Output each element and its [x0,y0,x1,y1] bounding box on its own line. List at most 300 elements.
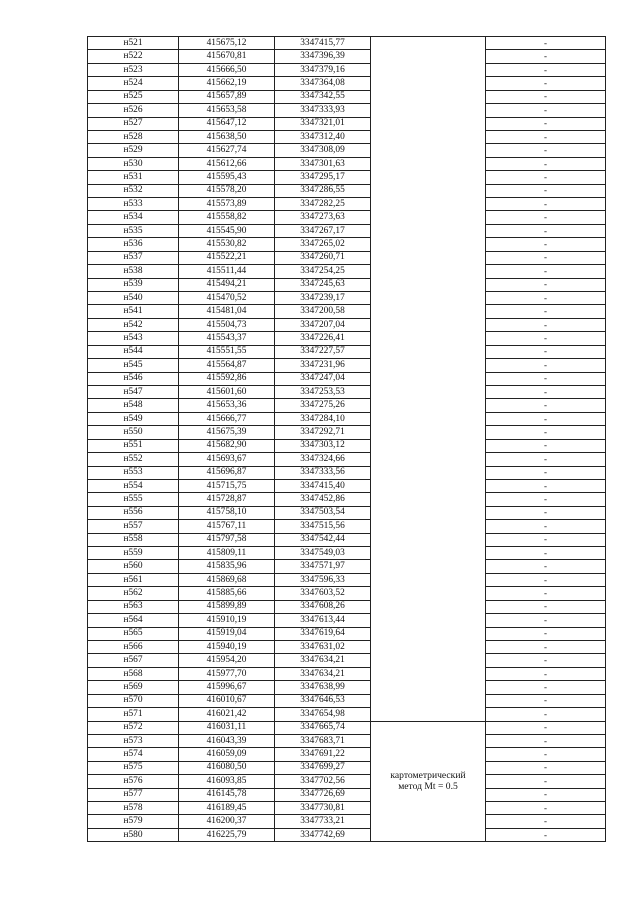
point-id-cell: н580 [88,828,179,841]
point-id-cell: н531 [88,171,179,184]
note-cell: - [486,184,606,197]
y-coordinate-cell: 3347231,96 [275,359,371,372]
note-cell: - [486,265,606,278]
y-coordinate-cell: 3347702,56 [275,775,371,788]
note-cell: - [486,439,606,452]
y-coordinate-cell: 3347596,33 [275,573,371,586]
note-cell: - [486,453,606,466]
point-id-cell: н522 [88,50,179,63]
table-row [88,171,606,184]
method-cell [371,37,486,722]
point-id-cell: н567 [88,654,179,667]
y-coordinate-cell: 3347333,93 [275,104,371,117]
x-coordinate-cell: 415835,96 [179,560,275,573]
x-coordinate-cell: 415653,36 [179,399,275,412]
x-coordinate-cell: 415558,82 [179,211,275,224]
y-coordinate-cell: 3347683,71 [275,734,371,747]
y-coordinate-cell: 3347542,44 [275,533,371,546]
y-coordinate-cell: 3347312,40 [275,130,371,143]
y-coordinate-cell: 3347265,02 [275,238,371,251]
note-cell: - [486,37,606,50]
note-cell: - [486,560,606,573]
note-cell: - [486,600,606,613]
note-cell: - [486,520,606,533]
point-id-cell: н536 [88,238,179,251]
note-cell: - [486,90,606,103]
y-coordinate-cell: 3347503,54 [275,506,371,519]
point-id-cell: н579 [88,815,179,828]
x-coordinate-cell: 415666,50 [179,63,275,76]
point-id-cell: н561 [88,573,179,586]
point-id-cell: н564 [88,614,179,627]
coordinates-table-body [88,37,606,842]
y-coordinate-cell: 3347613,44 [275,614,371,627]
y-coordinate-cell: 3347646,53 [275,694,371,707]
x-coordinate-cell: 415551,55 [179,345,275,358]
x-coordinate-cell: 415809,11 [179,547,275,560]
table-row [88,453,606,466]
note-cell: - [486,332,606,345]
point-id-cell: н538 [88,265,179,278]
x-coordinate-cell: 415647,12 [179,117,275,130]
note-cell: - [486,278,606,291]
y-coordinate-cell: 3347571,97 [275,560,371,573]
table-row [88,493,606,506]
point-id-cell: н542 [88,318,179,331]
note-cell: - [486,681,606,694]
y-coordinate-cell: 3347239,17 [275,292,371,305]
table-row [88,184,606,197]
table-row [88,77,606,90]
table-row [88,681,606,694]
y-coordinate-cell: 3347603,52 [275,587,371,600]
point-id-cell: н574 [88,748,179,761]
note-cell: - [486,238,606,251]
y-coordinate-cell: 3347515,56 [275,520,371,533]
table-row [88,63,606,76]
y-coordinate-cell: 3347634,21 [275,654,371,667]
table-row [88,198,606,211]
y-coordinate-cell: 3347415,40 [275,479,371,492]
y-coordinate-cell: 3347282,25 [275,198,371,211]
table-row [88,130,606,143]
x-coordinate-cell: 416080,50 [179,761,275,774]
y-coordinate-cell: 3347549,03 [275,547,371,560]
y-coordinate-cell: 3347226,41 [275,332,371,345]
point-id-cell: н554 [88,479,179,492]
y-coordinate-cell: 3347634,21 [275,667,371,680]
y-coordinate-cell: 3347321,01 [275,117,371,130]
table-row [88,654,606,667]
point-id-cell: н559 [88,547,179,560]
note-cell: - [486,117,606,130]
note-cell: - [486,385,606,398]
x-coordinate-cell: 415545,90 [179,224,275,237]
x-coordinate-cell: 415797,58 [179,533,275,546]
table-row [88,788,606,801]
note-cell: - [486,292,606,305]
note-cell: - [486,775,606,788]
y-coordinate-cell: 3347286,55 [275,184,371,197]
x-coordinate-cell: 415910,19 [179,614,275,627]
method-label-line-2: метод Mt = 0.5 [398,781,458,793]
y-coordinate-cell: 3347273,63 [275,211,371,224]
table-row [88,50,606,63]
x-coordinate-cell: 415996,67 [179,681,275,694]
table-row [88,547,606,560]
y-coordinate-cell: 3347654,98 [275,708,371,721]
x-coordinate-cell: 415919,04 [179,627,275,640]
y-coordinate-cell: 3347247,04 [275,372,371,385]
x-coordinate-cell: 416189,45 [179,802,275,815]
x-coordinate-cell: 415715,75 [179,479,275,492]
y-coordinate-cell: 3347295,17 [275,171,371,184]
y-coordinate-cell: 3347284,10 [275,412,371,425]
point-id-cell: н553 [88,466,179,479]
note-cell: - [486,694,606,707]
y-coordinate-cell: 3347619,64 [275,627,371,640]
x-coordinate-cell: 415682,90 [179,439,275,452]
point-id-cell: н549 [88,412,179,425]
note-cell: - [486,506,606,519]
x-coordinate-cell: 415511,44 [179,265,275,278]
table-row [88,251,606,264]
note-cell: - [486,708,606,721]
table-row [88,265,606,278]
coordinates-table [87,36,606,842]
y-coordinate-cell: 3347342,55 [275,90,371,103]
note-cell: - [486,828,606,841]
table-row [88,761,606,774]
note-cell: - [486,627,606,640]
table-row [88,479,606,492]
note-cell: - [486,802,606,815]
point-id-cell: н530 [88,157,179,170]
point-id-cell: н565 [88,627,179,640]
table-row [88,426,606,439]
table-row [88,721,606,734]
note-cell: - [486,63,606,76]
table-row [88,117,606,130]
x-coordinate-cell: 416031,11 [179,721,275,734]
x-coordinate-cell: 416145,78 [179,788,275,801]
table-row [88,90,606,103]
note-cell: - [486,587,606,600]
x-coordinate-cell: 415767,11 [179,520,275,533]
x-coordinate-cell: 415530,82 [179,238,275,251]
point-id-cell: н543 [88,332,179,345]
x-coordinate-cell: 415595,43 [179,171,275,184]
table-row [88,345,606,358]
point-id-cell: н533 [88,198,179,211]
note-cell: - [486,211,606,224]
note-cell: - [486,667,606,680]
table-row [88,385,606,398]
note-cell: - [486,359,606,372]
note-cell: - [486,493,606,506]
x-coordinate-cell: 415977,70 [179,667,275,680]
point-id-cell: н544 [88,345,179,358]
table-row [88,667,606,680]
note-cell: - [486,547,606,560]
point-id-cell: н550 [88,426,179,439]
y-coordinate-cell: 3347200,58 [275,305,371,318]
y-coordinate-cell: 3347254,25 [275,265,371,278]
point-id-cell: н539 [88,278,179,291]
table-row [88,627,606,640]
y-coordinate-cell: 3347292,71 [275,426,371,439]
table-row [88,412,606,425]
table-row [88,734,606,747]
table-row [88,238,606,251]
table-row [88,828,606,841]
table-row [88,292,606,305]
point-id-cell: н560 [88,560,179,573]
x-coordinate-cell: 415638,50 [179,130,275,143]
y-coordinate-cell: 3347267,17 [275,224,371,237]
point-id-cell: н555 [88,493,179,506]
point-id-cell: н566 [88,640,179,653]
point-id-cell: н577 [88,788,179,801]
point-id-cell: н527 [88,117,179,130]
point-id-cell: н557 [88,520,179,533]
table-row [88,211,606,224]
table-row [88,332,606,345]
point-id-cell: н556 [88,506,179,519]
note-cell: - [486,171,606,184]
y-coordinate-cell: 3347608,26 [275,600,371,613]
note-cell: - [486,251,606,264]
table-row [88,359,606,372]
table-row [88,533,606,546]
table-row [88,305,606,318]
y-coordinate-cell: 3347245,63 [275,278,371,291]
note-cell: - [486,198,606,211]
method-cell [371,721,486,842]
table-row [88,520,606,533]
y-coordinate-cell: 3347324,66 [275,453,371,466]
y-coordinate-cell: 3347638,99 [275,681,371,694]
x-coordinate-cell: 415564,87 [179,359,275,372]
x-coordinate-cell: 415653,58 [179,104,275,117]
y-coordinate-cell: 3347742,69 [275,828,371,841]
x-coordinate-cell: 415670,81 [179,50,275,63]
table-row [88,802,606,815]
x-coordinate-cell: 415675,12 [179,37,275,50]
point-id-cell: н524 [88,77,179,90]
x-coordinate-cell: 415627,74 [179,144,275,157]
point-id-cell: н548 [88,399,179,412]
y-coordinate-cell: 3347415,77 [275,37,371,50]
x-coordinate-cell: 415696,87 [179,466,275,479]
x-coordinate-cell: 415758,10 [179,506,275,519]
x-coordinate-cell: 415899,89 [179,600,275,613]
table-row [88,708,606,721]
point-id-cell: н575 [88,761,179,774]
point-id-cell: н535 [88,224,179,237]
point-id-cell: н541 [88,305,179,318]
table-row [88,104,606,117]
x-coordinate-cell: 415662,19 [179,77,275,90]
table-row [88,587,606,600]
y-coordinate-cell: 3347333,56 [275,466,371,479]
x-coordinate-cell: 415940,19 [179,640,275,653]
y-coordinate-cell: 3347452,86 [275,493,371,506]
x-coordinate-cell: 415592,86 [179,372,275,385]
x-coordinate-cell: 415470,52 [179,292,275,305]
note-cell: - [486,77,606,90]
note-cell: - [486,412,606,425]
note-cell: - [486,144,606,157]
x-coordinate-cell: 415601,60 [179,385,275,398]
table-row [88,144,606,157]
y-coordinate-cell: 3347303,12 [275,439,371,452]
note-cell: - [486,224,606,237]
point-id-cell: н534 [88,211,179,224]
x-coordinate-cell: 415494,21 [179,278,275,291]
point-id-cell: н569 [88,681,179,694]
point-id-cell: н528 [88,130,179,143]
x-coordinate-cell: 415954,20 [179,654,275,667]
table-row [88,372,606,385]
x-coordinate-cell: 416059,09 [179,748,275,761]
point-id-cell: н525 [88,90,179,103]
note-cell: - [486,721,606,734]
note-cell: - [486,761,606,774]
y-coordinate-cell: 3347301,63 [275,157,371,170]
x-coordinate-cell: 415693,67 [179,453,275,466]
note-cell: - [486,305,606,318]
note-cell: - [486,50,606,63]
y-coordinate-cell: 3347726,69 [275,788,371,801]
method-label-line-1: картометрический [390,770,466,782]
table-row [88,439,606,452]
x-coordinate-cell: 415666,77 [179,412,275,425]
table-row [88,694,606,707]
y-coordinate-cell: 3347207,04 [275,318,371,331]
point-id-cell: н570 [88,694,179,707]
x-coordinate-cell: 416043,39 [179,734,275,747]
y-coordinate-cell: 3347308,09 [275,144,371,157]
x-coordinate-cell: 415504,73 [179,318,275,331]
point-id-cell: н547 [88,385,179,398]
point-id-cell: н526 [88,104,179,117]
note-cell: - [486,815,606,828]
x-coordinate-cell: 416200,37 [179,815,275,828]
y-coordinate-cell: 3347260,71 [275,251,371,264]
table-row [88,224,606,237]
table-row [88,748,606,761]
note-cell: - [486,372,606,385]
y-coordinate-cell: 3347699,27 [275,761,371,774]
x-coordinate-cell: 415869,68 [179,573,275,586]
x-coordinate-cell: 415481,04 [179,305,275,318]
table-row [88,815,606,828]
point-id-cell: н578 [88,802,179,815]
x-coordinate-cell: 416225,79 [179,828,275,841]
point-id-cell: н576 [88,775,179,788]
y-coordinate-cell: 3347691,22 [275,748,371,761]
table-row [88,157,606,170]
note-cell: - [486,533,606,546]
table-row [88,573,606,586]
point-id-cell: н563 [88,600,179,613]
note-cell: - [486,466,606,479]
y-coordinate-cell: 3347665,74 [275,721,371,734]
point-id-cell: н552 [88,453,179,466]
point-id-cell: н521 [88,37,179,50]
note-cell: - [486,399,606,412]
point-id-cell: н546 [88,372,179,385]
table-row [88,600,606,613]
note-cell: - [486,130,606,143]
point-id-cell: н532 [88,184,179,197]
point-id-cell: н545 [88,359,179,372]
point-id-cell: н568 [88,667,179,680]
x-coordinate-cell: 416021,42 [179,708,275,721]
x-coordinate-cell: 415675,39 [179,426,275,439]
note-cell: - [486,614,606,627]
point-id-cell: н540 [88,292,179,305]
table-row [88,614,606,627]
point-id-cell: н558 [88,533,179,546]
note-cell: - [486,654,606,667]
x-coordinate-cell: 415573,89 [179,198,275,211]
note-cell: - [486,573,606,586]
y-coordinate-cell: 3347730,81 [275,802,371,815]
x-coordinate-cell: 415522,21 [179,251,275,264]
table-row [88,560,606,573]
point-id-cell: н571 [88,708,179,721]
x-coordinate-cell: 416010,67 [179,694,275,707]
table-row [88,318,606,331]
y-coordinate-cell: 3347253,53 [275,385,371,398]
x-coordinate-cell: 415885,66 [179,587,275,600]
note-cell: - [486,104,606,117]
x-coordinate-cell: 416093,85 [179,775,275,788]
table-row [88,775,606,788]
y-coordinate-cell: 3347364,08 [275,77,371,90]
note-cell: - [486,788,606,801]
table-row [88,399,606,412]
table-row [88,278,606,291]
x-coordinate-cell: 415612,66 [179,157,275,170]
y-coordinate-cell: 3347227,57 [275,345,371,358]
point-id-cell: н573 [88,734,179,747]
note-cell: - [486,345,606,358]
table-row [88,466,606,479]
x-coordinate-cell: 415728,87 [179,493,275,506]
note-cell: - [486,157,606,170]
x-coordinate-cell: 415657,89 [179,90,275,103]
y-coordinate-cell: 3347379,16 [275,63,371,76]
point-id-cell: н562 [88,587,179,600]
point-id-cell: н537 [88,251,179,264]
point-id-cell: н529 [88,144,179,157]
note-cell: - [486,748,606,761]
y-coordinate-cell: 3347631,02 [275,640,371,653]
y-coordinate-cell: 3347396,39 [275,50,371,63]
table-row [88,640,606,653]
point-id-cell: н523 [88,63,179,76]
note-cell: - [486,640,606,653]
note-cell: - [486,426,606,439]
point-id-cell: н572 [88,721,179,734]
x-coordinate-cell: 415578,20 [179,184,275,197]
table-row [88,506,606,519]
x-coordinate-cell: 415543,37 [179,332,275,345]
note-cell: - [486,734,606,747]
